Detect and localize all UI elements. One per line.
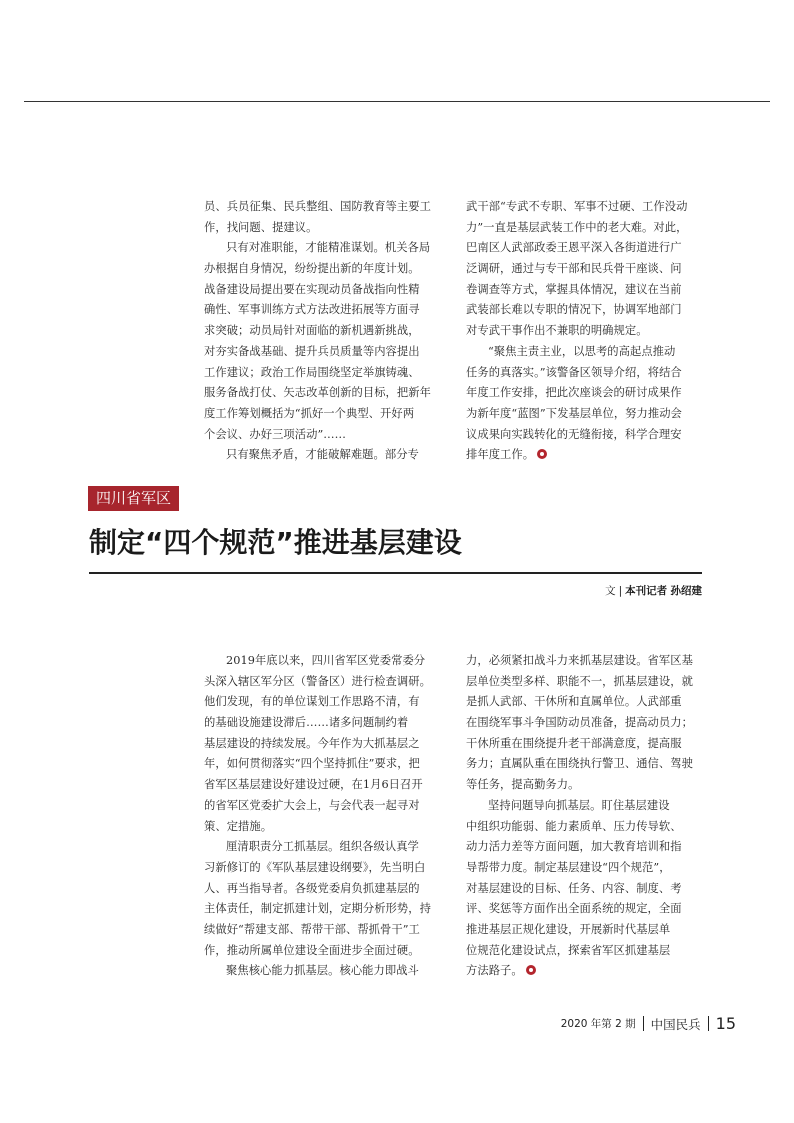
text-line-end <box>466 961 702 982</box>
byline-author: 孙绍建 <box>670 585 702 597</box>
byline-role: 本刊记者 <box>625 585 668 597</box>
text-line: 只有对准职能，才能精准谋划。机关各局 <box>226 241 431 255</box>
byline-separator: | <box>618 585 623 597</box>
text-line: 干休所重在围绕提升老干部满意度，提高服 <box>466 736 682 750</box>
text-line: 对专武干事作出不兼职的明确规定。 <box>466 324 648 338</box>
text-line: 办根据自身情况，纷纷提出新的年度计划。 <box>204 262 420 276</box>
text-line: 他们发现，有的单位谋划工作思路不清，有 <box>204 695 420 709</box>
text-line: 武干部“专武不专职、军事不过硬、工作没动 <box>466 200 688 213</box>
text-line: 作，找问题、提建议。 <box>204 220 318 234</box>
text-line: 作，推动所属单位建设全面进步全面过硬。 <box>204 943 420 957</box>
text-line: 中组织功能弱、能力素质单、压力传导软、 <box>466 819 682 833</box>
text-line: 议成果向实践转化的无缝衔接，科学合理安 <box>466 427 682 441</box>
text-line: 力”一直是基层武装工作中的老大难。对此， <box>466 220 688 234</box>
text-line: 主体责任，制定抓建计划，定期分析形势，持 <box>204 902 431 916</box>
text-line: 导帮带力度。制定基层建设“四个规范”， <box>466 860 671 874</box>
text-line: 对基层建设的目标、任务、内容、制度、考 <box>466 881 682 895</box>
text-line: 求突破；动员局针对面临的新机遇新挑战， <box>204 324 420 338</box>
text-line: 对夯实备战基础、提升兵员质量等内容提出 <box>204 344 420 358</box>
text-line: 推进基层正规化建设，开展新时代基层单 <box>466 922 671 936</box>
text-line: 巴南区人武部政委王恩平深入各街道进行广 <box>466 241 682 255</box>
magazine-name: 中国民兵 <box>650 1016 701 1032</box>
text-line: 2019年底以来，四川省军区党委常委分 <box>226 654 426 667</box>
footer-divider <box>708 1016 709 1031</box>
text-line: 等任务，提高勤务力。 <box>466 778 580 792</box>
text-line: 年度工作安排，把此次座谈会的研讨成果作 <box>466 386 682 400</box>
text-line: 排年度工作。 <box>466 448 535 462</box>
text-line: 位规范化建设试点，探索省军区抓建基层 <box>466 943 671 957</box>
text-line: 续做好“帮建支部、帮带干部、帮抓骨干”工 <box>204 922 420 936</box>
text-line: 方法路子。 <box>466 964 523 978</box>
text-line: 策、定措施。 <box>204 819 273 833</box>
text-line: 是抓人武部、干休所和直属单位。人武部重 <box>466 695 682 709</box>
byline <box>605 583 702 598</box>
page-footer <box>561 1014 736 1033</box>
text-line: 在围绕军事斗争国防动员准备，提高动员力； <box>466 716 693 730</box>
continued-text-right-column <box>466 197 702 466</box>
footer-divider <box>643 1016 644 1031</box>
byline-prefix: 文 <box>605 585 616 597</box>
text-line: 员、兵员征集、民兵整组、国防教育等主要工 <box>204 200 431 213</box>
text-line: 为新年度“蓝图”下发基层单位，努力推动会 <box>466 406 682 420</box>
page-number: 15 <box>715 1014 736 1033</box>
text-line: 评、奖惩等方面作出全面系统的规定，全面 <box>466 902 682 916</box>
text-line: 务力；直属队重在围绕执行警卫、通信、驾驶 <box>466 757 693 771</box>
text-line: 坚持问题导向抓基层。盯住基层建设 <box>488 798 670 812</box>
text-line: 头深入辖区军分区（警备区）进行检查调研。 <box>204 674 431 688</box>
text-line: 聚焦核心能力抓基层。核心能力即战斗 <box>226 964 419 978</box>
continued-text-left-column <box>204 197 440 466</box>
text-line: 工作建议；政治工作局围绕坚定举旗铸魂、 <box>204 365 420 379</box>
text-line: 层单位类型多样、职能不一，抓基层建设，就 <box>466 674 693 688</box>
text-line: 年，如何贯彻落实“四个坚持抓住”要求，把 <box>204 757 420 771</box>
text-line: 泛调研，通过与专干部和民兵骨干座谈、问 <box>466 262 682 276</box>
text-line: 人、再当指导者。各级党委肩负抓建基层的 <box>204 881 420 895</box>
text-line: 的基础设施建设滞后……诸多问题制约着 <box>204 716 409 730</box>
text-line: 的省军区党委扩大会上，与会代表一起寻对 <box>204 798 420 812</box>
text-line: 动力活力差等方面问题，加大教育培训和指 <box>466 840 682 854</box>
text-line: 省军区基层建设好建设过硬，在1月6日召开 <box>204 778 423 792</box>
text-line: 任务的真落实。”该警备区领导介绍，将结合 <box>466 365 682 379</box>
text-line: 战备建设局提出要在实现动员备战指向性精 <box>204 282 420 296</box>
article-body-left-column <box>204 651 440 982</box>
text-line: 习新修订的《军队基层建设纲要》，先当明白 <box>204 860 426 874</box>
article-headline: 制定“四个规范”推进基层建设 <box>89 526 462 559</box>
end-mark-icon <box>537 449 547 459</box>
issue-number: 2020 年第 2 期 <box>560 1018 636 1030</box>
text-line: 厘清职责分工抓基层。组织各级认真学 <box>226 840 419 854</box>
text-line: 度工作筹划概括为“抓好一个典型、开好两 <box>204 406 415 420</box>
text-line: “聚焦主责主业，以思考的高起点推动 <box>488 344 676 358</box>
text-line: 武装部长难以专职的情况下，协调军地部门 <box>466 303 682 317</box>
end-mark-icon <box>526 965 536 975</box>
headline-rule <box>89 572 702 574</box>
text-line: 个会议、办好三项活动”…… <box>204 427 346 441</box>
text-line: 服务备战打仗、矢志改革创新的目标，把新年 <box>204 386 431 400</box>
text-line: 力，必须紧扣战斗力来抓基层建设。省军区基 <box>466 654 693 667</box>
section-label: 四川省军区 <box>88 486 179 511</box>
text-line: 只有聚焦矛盾，才能破解难题。部分专 <box>226 448 419 462</box>
text-line: 卷调查等方式，掌握具体情况，建议在当前 <box>466 282 682 296</box>
article-body-right-column <box>466 651 702 982</box>
header-rule <box>24 101 770 102</box>
text-line: 确性、军事训练方式方法改进拓展等方面寻 <box>204 303 420 317</box>
text-line-end <box>466 445 702 466</box>
text-line: 基层建设的持续发展。今年作为大抓基层之 <box>204 736 420 750</box>
